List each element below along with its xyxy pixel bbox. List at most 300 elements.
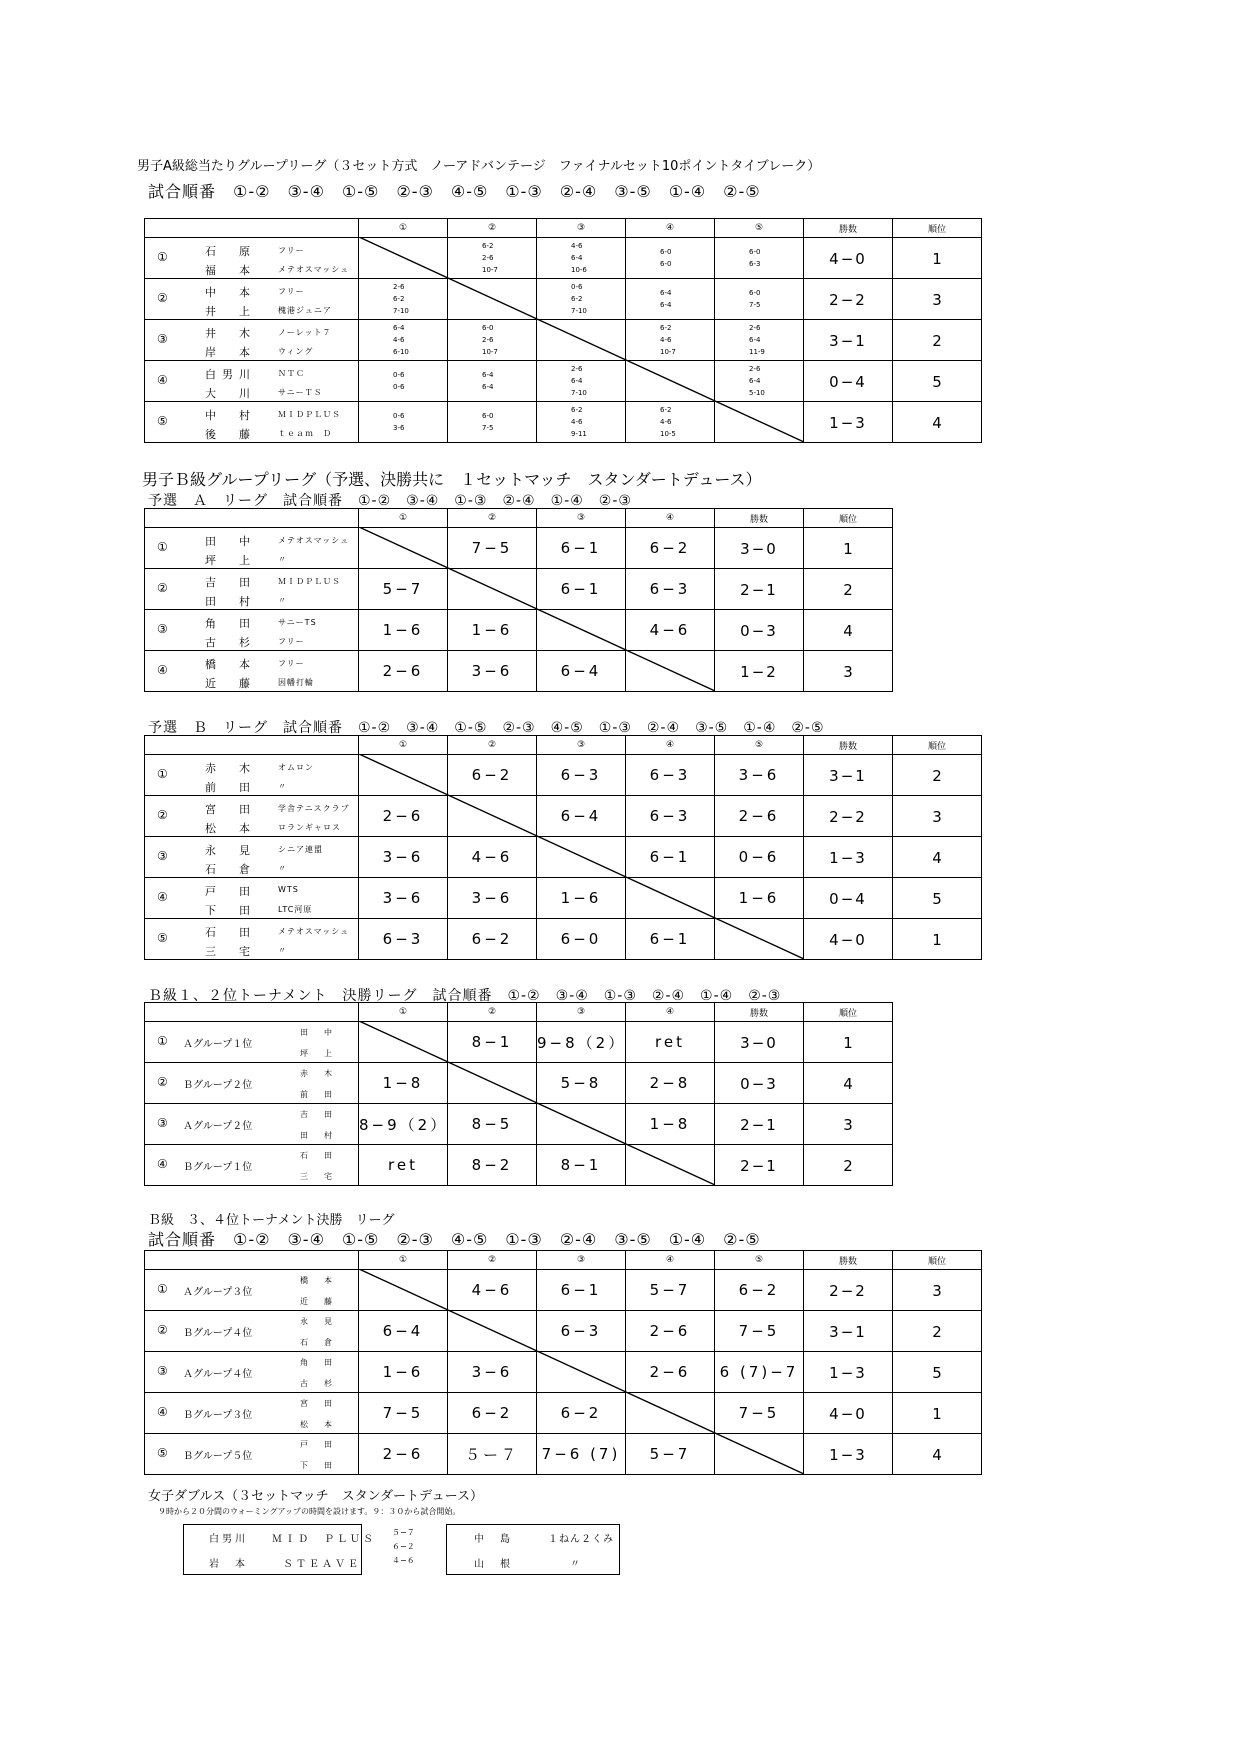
score-value: 4−6 bbox=[471, 1281, 513, 1299]
section-a-title: 男子A級総当たりグループリーグ（３セット方式 ノーアドバンテージ ファイナルセット10ポイントタイブレーク） bbox=[137, 159, 821, 174]
player-name: 宮 田 bbox=[205, 803, 256, 816]
score-value: 6−1 bbox=[649, 930, 691, 948]
column-header: ③ bbox=[537, 219, 626, 238]
column-header: 順位 bbox=[893, 219, 982, 238]
score-value: 7−5 bbox=[382, 1404, 424, 1422]
score-value: 3−6 bbox=[471, 889, 513, 907]
doubles-right-player-1: 中 島 bbox=[474, 1534, 513, 1545]
player-cell bbox=[145, 1393, 359, 1434]
row-index: ③ bbox=[157, 1116, 168, 1130]
group-rank-label: Ｂグループ１位 bbox=[183, 1162, 253, 1173]
wins-value: 1−3 bbox=[829, 848, 867, 867]
column-header: ② bbox=[448, 1251, 537, 1270]
column-header: 順位 bbox=[804, 509, 893, 528]
wins-cell bbox=[804, 1352, 893, 1393]
column-header: 勝数 bbox=[715, 1003, 804, 1022]
rank-cell bbox=[893, 238, 982, 279]
section-e-title: 女子ダブルス（３セットマッチ スタンダートデュース） bbox=[148, 1489, 484, 1504]
wins-cell bbox=[715, 569, 804, 610]
row-index: ② bbox=[157, 581, 168, 595]
player-cell bbox=[145, 1311, 359, 1352]
club-name: メテオスマッシュ bbox=[278, 265, 350, 274]
player-name: 前 田 bbox=[300, 1090, 336, 1099]
wins-cell bbox=[804, 402, 893, 443]
player-cell bbox=[145, 610, 359, 651]
wins-cell bbox=[804, 279, 893, 320]
score-value: 2-6 6-4 5-10 bbox=[749, 365, 765, 397]
column-header: ① bbox=[359, 219, 448, 238]
wins-cell bbox=[804, 1393, 893, 1434]
diagonal-line bbox=[359, 527, 715, 691]
club-name: サニーTS bbox=[278, 618, 317, 627]
score-value: 8−9（2） bbox=[359, 1115, 449, 1134]
row-index: ① bbox=[157, 767, 168, 781]
player-cell bbox=[145, 361, 359, 402]
player-name: 橋 本 bbox=[300, 1276, 336, 1285]
column-header: 勝数 bbox=[715, 509, 804, 528]
club-name: シニア連盟 bbox=[278, 845, 323, 854]
score-value: 6-4 6-4 bbox=[660, 289, 672, 309]
club-name: ＮＴＣ bbox=[278, 369, 305, 378]
diagonal-line bbox=[359, 754, 804, 959]
score-value: 6−2 bbox=[471, 766, 513, 784]
rank-value: 5 bbox=[932, 372, 942, 391]
score-value: 8−5 bbox=[471, 1115, 513, 1133]
rank-value: 3 bbox=[843, 662, 853, 681]
score-value: 5−7 bbox=[382, 580, 424, 598]
player-name: 石 倉 bbox=[300, 1338, 336, 1347]
score-value: 8−1 bbox=[471, 1033, 513, 1051]
row-index: ③ bbox=[157, 849, 168, 863]
rank-value: 3 bbox=[932, 290, 942, 309]
score-value: 6−1 bbox=[649, 848, 691, 866]
score-value: 7−6 (7) bbox=[541, 1445, 621, 1463]
player-cell bbox=[145, 919, 359, 960]
section-b-league-b-order: 予選 Ｂ リーグ 試合順番 ①-② ③-④ ①-⑤ ②-③ ④-⑤ ①-③ ②-④ ③-⑤ ①-④ ②-⑤ bbox=[148, 720, 825, 736]
column-header: 勝数 bbox=[804, 736, 893, 755]
row-index: ① bbox=[157, 540, 168, 554]
player-name: 宮 田 bbox=[300, 1399, 336, 1408]
score-value: 3−6 bbox=[471, 1363, 513, 1381]
score-value: 1−6 bbox=[738, 889, 780, 907]
wins-cell bbox=[715, 1145, 804, 1186]
score-value: 5−7 bbox=[649, 1445, 691, 1463]
diagonal-stroke bbox=[359, 1021, 715, 1185]
rank-value: 3 bbox=[932, 1281, 942, 1300]
player-name: 赤 木 bbox=[300, 1069, 336, 1078]
section-d-title: Ｂ級 ３、４位トーナメント決勝 リーグ bbox=[148, 1213, 395, 1228]
row-index: ⑤ bbox=[157, 1446, 168, 1460]
player-name: 吉 田 bbox=[205, 576, 256, 589]
score-value: 4−6 bbox=[471, 848, 513, 866]
rank-value: 4 bbox=[843, 1074, 853, 1093]
player-cell bbox=[145, 528, 359, 569]
rank-value: 4 bbox=[932, 848, 942, 867]
rank-cell bbox=[893, 279, 982, 320]
player-cell bbox=[145, 1063, 359, 1104]
diagonal-stroke bbox=[359, 754, 804, 959]
doubles-right-club-2: 〃 bbox=[570, 1559, 583, 1570]
rank-value: 1 bbox=[843, 539, 853, 558]
score-value: 9−8（2） bbox=[537, 1033, 627, 1052]
score-value: 2−6 bbox=[382, 807, 424, 825]
club-name: 〃 bbox=[278, 596, 287, 605]
wins-value: 2−1 bbox=[740, 1156, 778, 1175]
player-name: 三 宅 bbox=[300, 1172, 336, 1181]
club-name: フリー bbox=[278, 246, 305, 255]
rank-value: 1 bbox=[932, 249, 942, 268]
player-cell bbox=[145, 1145, 359, 1186]
wins-cell bbox=[804, 796, 893, 837]
section-e-note: ９時から２０分間のウォーミングアップの時間を設けます。９：３０から試合開始。 bbox=[158, 1507, 461, 1516]
score-value: 6−1 bbox=[560, 1281, 602, 1299]
wins-cell bbox=[804, 1270, 893, 1311]
score-value: 1−6 bbox=[471, 621, 513, 639]
score-value: 7−5 bbox=[738, 1322, 780, 1340]
player-name: 田 中 bbox=[300, 1028, 336, 1037]
player-name: 田 中 bbox=[205, 535, 256, 548]
club-name: ロランギャロス bbox=[278, 823, 341, 832]
group-rank-label: Ｂグループ２位 bbox=[183, 1080, 253, 1091]
club-name: メテオスマッシュ bbox=[278, 927, 350, 936]
rank-value: 1 bbox=[843, 1033, 853, 1052]
column-header: ④ bbox=[626, 1251, 715, 1270]
column-header: ④ bbox=[626, 509, 715, 528]
score-value: 1−6 bbox=[382, 1363, 424, 1381]
score-value: 8−2 bbox=[471, 1156, 513, 1174]
score-value: 5−8 bbox=[560, 1074, 602, 1092]
wins-cell bbox=[804, 755, 893, 796]
score-value: 2−6 bbox=[382, 662, 424, 680]
score-value: 6 (7)−7 bbox=[719, 1363, 799, 1381]
score-value: ret bbox=[388, 1156, 418, 1174]
score-value: 6−2 bbox=[471, 1404, 513, 1422]
column-header: ⑤ bbox=[715, 219, 804, 238]
column-header: ① bbox=[359, 1003, 448, 1022]
wins-cell bbox=[715, 651, 804, 692]
rank-cell bbox=[804, 569, 893, 610]
player-name: 福 本 bbox=[205, 264, 256, 277]
player-name: 松 本 bbox=[205, 822, 256, 835]
score-value: 6−4 bbox=[560, 662, 602, 680]
wins-value: 0−4 bbox=[829, 889, 867, 908]
rank-cell bbox=[804, 651, 893, 692]
wins-value: 3−0 bbox=[740, 539, 778, 558]
row-index: ④ bbox=[157, 663, 168, 677]
wins-value: 0−3 bbox=[740, 621, 778, 640]
score-value: 6−1 bbox=[560, 539, 602, 557]
score-value: 1−8 bbox=[382, 1074, 424, 1092]
club-name: 因幡打輪 bbox=[278, 678, 314, 687]
score-value: 1−8 bbox=[649, 1115, 691, 1133]
club-name: WTS bbox=[278, 885, 299, 894]
score-value: 6−3 bbox=[560, 766, 602, 784]
rank-value: 1 bbox=[932, 930, 942, 949]
score-value: 7−5 bbox=[471, 539, 513, 557]
wins-value: 3−1 bbox=[829, 766, 867, 785]
score-value: ５ー７ bbox=[464, 1445, 519, 1464]
group-rank-label: Ａグループ３位 bbox=[183, 1287, 253, 1298]
player-cell bbox=[145, 651, 359, 692]
club-name: ＭＩＤＰＬＵＳ bbox=[278, 577, 341, 586]
score-value: 6-2 4-6 9-11 bbox=[571, 406, 587, 438]
club-name: 〃 bbox=[278, 864, 287, 873]
rank-cell bbox=[893, 320, 982, 361]
player-name: 角 田 bbox=[205, 617, 256, 630]
rank-value: 1 bbox=[932, 1404, 942, 1423]
doubles-left-club-1: ＭＩＤ ＰＬＵＳ bbox=[272, 1534, 376, 1545]
score-value: 6-2 4-6 10-5 bbox=[660, 406, 676, 438]
wins-value: 2−1 bbox=[740, 1115, 778, 1134]
row-index: ③ bbox=[157, 1364, 168, 1378]
row-index: ① bbox=[157, 1034, 168, 1048]
score-value: 6-4 4-6 6-10 bbox=[393, 324, 409, 356]
score-value: 4-6 6-4 10-6 bbox=[571, 242, 587, 274]
player-name: 赤 木 bbox=[205, 762, 256, 775]
column-header: ④ bbox=[626, 736, 715, 755]
wins-value: 2−2 bbox=[829, 290, 867, 309]
column-header: ④ bbox=[626, 219, 715, 238]
column-header: 順位 bbox=[893, 736, 982, 755]
score-value: 3−6 bbox=[382, 848, 424, 866]
column-header: ② bbox=[448, 509, 537, 528]
player-name: 石 原 bbox=[205, 245, 256, 258]
rank-cell bbox=[804, 528, 893, 569]
column-header: ④ bbox=[626, 1003, 715, 1022]
wins-value: 2−2 bbox=[829, 807, 867, 826]
doubles-left-player-1: 白男川 bbox=[209, 1534, 248, 1545]
player-name: 中 本 bbox=[205, 286, 256, 299]
score-value: 6-0 7-5 bbox=[482, 412, 494, 432]
column-header: 順位 bbox=[893, 1251, 982, 1270]
rank-cell bbox=[893, 878, 982, 919]
rank-cell bbox=[804, 610, 893, 651]
wins-cell bbox=[804, 919, 893, 960]
column-header: ③ bbox=[537, 1003, 626, 1022]
section-a-order: 試合順番 ①-② ③-④ ①-⑤ ②-③ ④-⑤ ①-③ ②-④ ③-⑤ ①-④ ②-⑤ bbox=[148, 182, 761, 201]
club-name: LTC河原 bbox=[278, 905, 313, 914]
player-name: 永 見 bbox=[205, 844, 256, 857]
column-header: ① bbox=[359, 1251, 448, 1270]
wins-value: 3−0 bbox=[740, 1033, 778, 1052]
column-header: ⑤ bbox=[715, 1251, 804, 1270]
wins-value: 2−2 bbox=[829, 1281, 867, 1300]
doubles-score-3: ４−６ bbox=[392, 1556, 415, 1565]
score-value: 6-2 2-6 10-7 bbox=[482, 242, 498, 274]
club-name: 〃 bbox=[278, 782, 287, 791]
rank-cell bbox=[804, 1104, 893, 1145]
header-blank bbox=[145, 509, 359, 528]
column-header: ⑤ bbox=[715, 736, 804, 755]
row-index: ③ bbox=[157, 622, 168, 636]
column-header: ③ bbox=[537, 736, 626, 755]
wins-value: 1−3 bbox=[829, 1445, 867, 1464]
club-name: サニーＴＳ bbox=[278, 388, 323, 397]
section-d-order: 試合順番 ①-② ③-④ ①-⑤ ②-③ ④-⑤ ①-③ ②-④ ③-⑤ ①-④ ②-⑤ bbox=[148, 1230, 761, 1249]
column-header: ③ bbox=[537, 1251, 626, 1270]
score-value: 6-2 4-6 10-7 bbox=[660, 324, 676, 356]
wins-value: 1−3 bbox=[829, 1363, 867, 1382]
club-name: 学舎テニスクラブ bbox=[278, 804, 350, 813]
score-value: 6−2 bbox=[560, 1404, 602, 1422]
club-name: 〃 bbox=[278, 946, 287, 955]
diagonal-stroke bbox=[359, 527, 715, 691]
rank-value: 2 bbox=[932, 331, 942, 350]
player-name: 後 藤 bbox=[205, 428, 256, 441]
player-cell bbox=[145, 1022, 359, 1063]
score-value: 2−6 bbox=[649, 1322, 691, 1340]
column-header: ② bbox=[448, 736, 537, 755]
score-value: 5−7 bbox=[649, 1281, 691, 1299]
score-value: 6−1 bbox=[560, 580, 602, 598]
row-index: ⑤ bbox=[157, 931, 168, 945]
player-name: 石 倉 bbox=[205, 863, 256, 876]
score-value: 2-6 6-2 7-10 bbox=[393, 283, 409, 315]
column-header: ② bbox=[448, 219, 537, 238]
wins-value: 0−4 bbox=[829, 372, 867, 391]
score-value: 6-4 6-4 bbox=[482, 371, 494, 391]
doubles-score-1: ５−７ bbox=[392, 1528, 415, 1537]
doubles-right-player-2: 山 根 bbox=[474, 1559, 513, 1570]
wins-cell bbox=[715, 610, 804, 651]
player-cell bbox=[145, 1270, 359, 1311]
club-name: ＭＩＤＰＬＵＳ bbox=[278, 410, 341, 419]
rank-cell bbox=[804, 1022, 893, 1063]
player-name: 中 村 bbox=[205, 409, 256, 422]
player-name: 白男川 bbox=[205, 368, 256, 381]
rank-cell bbox=[893, 919, 982, 960]
rank-cell bbox=[893, 1434, 982, 1475]
score-value: 6−2 bbox=[471, 930, 513, 948]
player-name: 下 田 bbox=[300, 1461, 336, 1470]
score-value: 6−4 bbox=[560, 807, 602, 825]
player-cell bbox=[145, 402, 359, 443]
score-value: 6-0 6-0 bbox=[660, 248, 672, 268]
score-value: 6−3 bbox=[649, 807, 691, 825]
wins-value: 4−0 bbox=[829, 1404, 867, 1423]
player-name: 戸 田 bbox=[205, 885, 256, 898]
header-row bbox=[145, 219, 982, 238]
group-rank-label: Ｂグループ５位 bbox=[183, 1451, 253, 1462]
score-value: 0-6 3-6 bbox=[393, 412, 405, 432]
player-name: 坪 上 bbox=[300, 1049, 336, 1058]
wins-cell bbox=[715, 1063, 804, 1104]
row-index: ④ bbox=[157, 1405, 168, 1419]
group-rank-label: Ｂグループ４位 bbox=[183, 1328, 253, 1339]
player-cell bbox=[145, 238, 359, 279]
wins-cell bbox=[804, 320, 893, 361]
club-name: フリー bbox=[278, 287, 305, 296]
score-value: 0-6 0-6 bbox=[393, 371, 405, 391]
rank-value: 2 bbox=[843, 580, 853, 599]
player-name: 橋 本 bbox=[205, 658, 256, 671]
row-index: ① bbox=[157, 1282, 168, 1296]
row-index: ① bbox=[157, 250, 168, 264]
wins-value: 4−0 bbox=[829, 249, 867, 268]
rank-value: 2 bbox=[932, 1322, 942, 1341]
header-row bbox=[145, 1003, 893, 1022]
score-value: 8−1 bbox=[560, 1156, 602, 1174]
score-value: 6−0 bbox=[560, 930, 602, 948]
score-value: 6−3 bbox=[382, 930, 424, 948]
header-blank bbox=[145, 1251, 359, 1270]
column-header: ② bbox=[448, 1003, 537, 1022]
rank-cell bbox=[893, 1270, 982, 1311]
player-name: 古 杉 bbox=[205, 636, 256, 649]
wins-cell bbox=[715, 1104, 804, 1145]
rank-cell bbox=[893, 361, 982, 402]
rank-value: 4 bbox=[932, 1445, 942, 1464]
rank-value: 4 bbox=[843, 621, 853, 640]
column-header: ① bbox=[359, 509, 448, 528]
score-value: 2-6 6-4 11-9 bbox=[749, 324, 765, 356]
wins-value: 2−1 bbox=[740, 580, 778, 599]
wins-cell bbox=[804, 837, 893, 878]
wins-cell bbox=[715, 528, 804, 569]
player-name: 古 杉 bbox=[300, 1379, 336, 1388]
row-index: ④ bbox=[157, 373, 168, 387]
score-value: 6−2 bbox=[738, 1281, 780, 1299]
player-name: 下 田 bbox=[205, 904, 256, 917]
wins-value: 0−3 bbox=[740, 1074, 778, 1093]
row-index: ③ bbox=[157, 332, 168, 346]
column-header: ① bbox=[359, 736, 448, 755]
player-name: 近 藤 bbox=[205, 677, 256, 690]
section-c-order: Ｂ級１、２位トーナメント 決勝リーグ 試合順番 ①-② ③-④ ①-③ ②-④ ①-④ ②-③ bbox=[148, 988, 782, 1004]
player-cell bbox=[145, 837, 359, 878]
section-b-league-a-order: 予選 Ａ リーグ 試合順番 ①-② ③-④ ①-③ ②-④ ①-④ ②-③ bbox=[148, 493, 632, 509]
diagonal-line bbox=[359, 237, 804, 442]
club-name: オムロン bbox=[278, 763, 314, 772]
player-name: 角 田 bbox=[300, 1358, 336, 1367]
score-value: 6-0 7-5 bbox=[749, 289, 761, 309]
player-cell bbox=[145, 320, 359, 361]
wins-value: 4−0 bbox=[829, 930, 867, 949]
rank-cell bbox=[804, 1063, 893, 1104]
doubles-left-club-2: ＳＴＥＡＶＥ bbox=[283, 1559, 361, 1570]
club-name: ウィング bbox=[278, 347, 314, 356]
score-value: 2−8 bbox=[649, 1074, 691, 1092]
diagonal-stroke bbox=[359, 1269, 804, 1474]
group-rank-label: Ａグループ４位 bbox=[183, 1369, 253, 1380]
rank-value: 3 bbox=[932, 807, 942, 826]
section-b-title: 男子Ｂ級グループリーグ（予選、決勝共に １セットマッチ スタンダートデュース） bbox=[142, 470, 762, 489]
player-name: 三 宅 bbox=[205, 945, 256, 958]
group-rank-label: Ｂグループ３位 bbox=[183, 1410, 253, 1421]
column-header: ③ bbox=[537, 509, 626, 528]
wins-value: 3−1 bbox=[829, 1322, 867, 1341]
player-name: 岸 本 bbox=[205, 346, 256, 359]
wins-cell bbox=[804, 1311, 893, 1352]
score-value: 6−4 bbox=[382, 1322, 424, 1340]
player-cell bbox=[145, 1352, 359, 1393]
doubles-right-club-1: １ねん２くみ bbox=[548, 1534, 614, 1545]
rank-cell bbox=[893, 402, 982, 443]
diagonal-line bbox=[359, 1021, 715, 1185]
rank-value: 2 bbox=[932, 766, 942, 785]
score-value: 6−2 bbox=[649, 539, 691, 557]
score-value: 2-6 6-4 7-10 bbox=[571, 365, 587, 397]
player-cell bbox=[145, 878, 359, 919]
rank-cell bbox=[804, 1145, 893, 1186]
player-name: 坪 上 bbox=[205, 554, 256, 567]
score-value: 2−6 bbox=[382, 1445, 424, 1463]
rank-cell bbox=[893, 837, 982, 878]
rank-value: 4 bbox=[932, 413, 942, 432]
group-rank-label: Ａグループ２位 bbox=[183, 1121, 253, 1132]
score-value: ret bbox=[655, 1033, 685, 1051]
score-value: 6-0 2-6 10-7 bbox=[482, 324, 498, 356]
